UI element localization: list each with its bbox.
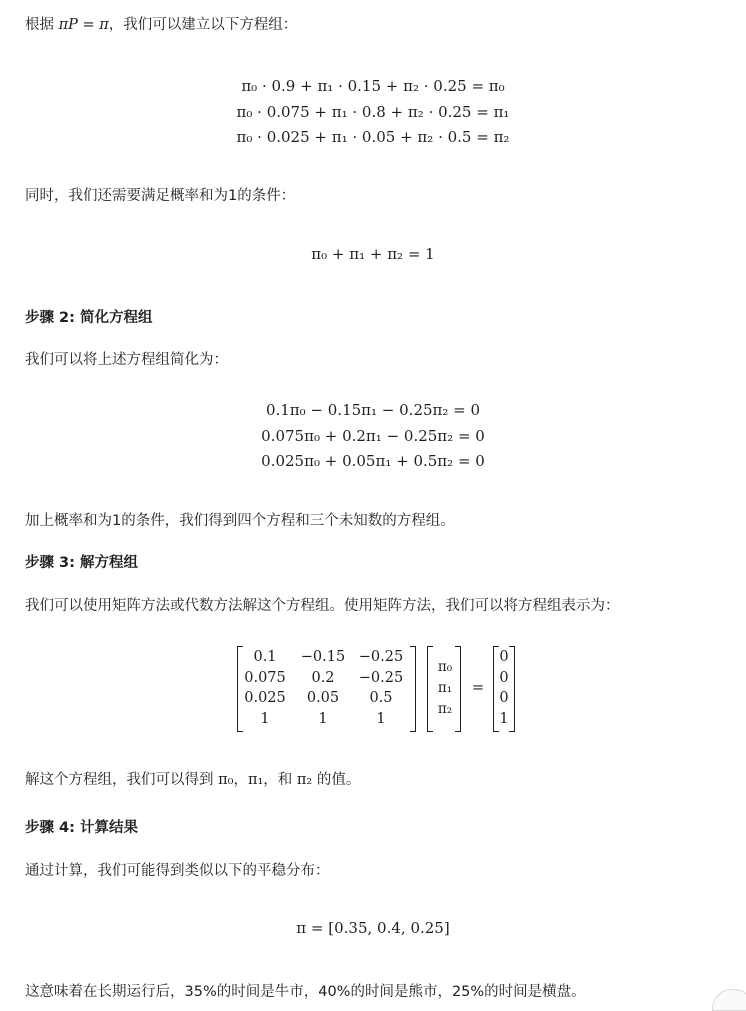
result-equation [0,916,746,942]
equation-system-1 [0,74,746,151]
step4-heading: 步骤 4: 计算结果 [25,820,138,836]
intro-suffix: ，我们可以建立以下方程组： [108,17,298,33]
matrix-cell: 0.075 [244,669,286,686]
step2-text: 我们可以将上述方程组简化为： [25,352,228,368]
step3-heading: 步骤 3: 解方程组 [25,555,138,571]
vector-cell: π₁ [437,680,453,696]
equation-line: π₀ · 0.9 + π₁ · 0.15 + π₂ · 0.25 = π₀ [241,77,505,95]
matrix-cell: −0.15 [300,649,346,665]
equation-line: 0.1π₀ − 0.15π₁ − 0.25π₂ = 0 [265,401,481,419]
equation-line: 0.075π₀ + 0.2π₁ − 0.25π₂ = 0 [261,426,485,445]
matrix-cell: 0.025 [244,690,286,706]
step3-after [25,770,360,790]
matrix-cell: 1 [318,710,328,727]
step3-after-prefix: 解这个方程组，我们可以得到 [25,772,219,788]
matrix-cell: 0.1 [253,649,277,665]
intro-prefix: 根据 [25,17,59,33]
intro-formula: πP = π [58,17,109,33]
rhs-cell: 0 [499,649,509,665]
condition-paragraph: 同时，我们还需要满足概率和为1的条件： [25,188,296,204]
step3-after-vars: π₀，π₁，和 π₂ [218,772,313,788]
conclusion-paragraph: 这意味着在长期运行后，35%的时间是牛市，40%的时间是熊市，25%的时间是横盘。 [25,984,586,1000]
rhs-cell: 1 [499,710,509,727]
matrix-cell: 1 [260,710,270,727]
intro-paragraph [25,15,297,35]
step3-text: 我们可以使用矩阵方法或代数方法解这个方程组。使用矩阵方法，我们可以将方程组表示为： [25,598,620,614]
step2-heading: 步骤 2: 简化方程组 [25,310,153,326]
equation-line: 0.025π₀ + 0.05π₁ + 0.5π₂ = 0 [261,452,485,470]
matrix-right-bracket [410,646,416,732]
sum-equation [0,242,746,268]
matrix-cell: 0.2 [311,669,335,686]
matrix-equals-sign: = [471,680,485,696]
matrix-cell: 1 [376,710,386,727]
equation-system-2 [0,398,746,475]
step2-after: 加上概率和为1的条件，我们得到四个方程和三个未知数的方程组。 [25,513,455,529]
matrix-cell: −0.25 [358,669,404,686]
rhs-cell: 0 [499,669,509,686]
vector-cell: π₀ [437,659,453,675]
vector-cell: π₂ [437,701,453,717]
equation-line: π₀ · 0.075 + π₁ · 0.8 + π₂ · 0.25 = π₁ [236,102,510,121]
equation-line: π₀ + π₁ + π₂ = 1 [311,245,435,263]
matrix-cell: 0.5 [369,690,393,706]
equation-line: π = [0.35, 0.4, 0.25] [296,919,450,937]
matrix-cell: −0.25 [358,649,404,665]
matrix-cell: 0.05 [306,690,340,706]
step3-after-suffix: 的值。 [312,772,361,788]
rhs-cell: 0 [499,690,509,706]
scroll-corner-widget[interactable] [712,989,746,1011]
step4-text: 通过计算，我们可能得到类似以下的平稳分布： [25,863,330,879]
equation-line: π₀ · 0.025 + π₁ · 0.05 + π₂ · 0.5 = π₂ [236,128,510,146]
